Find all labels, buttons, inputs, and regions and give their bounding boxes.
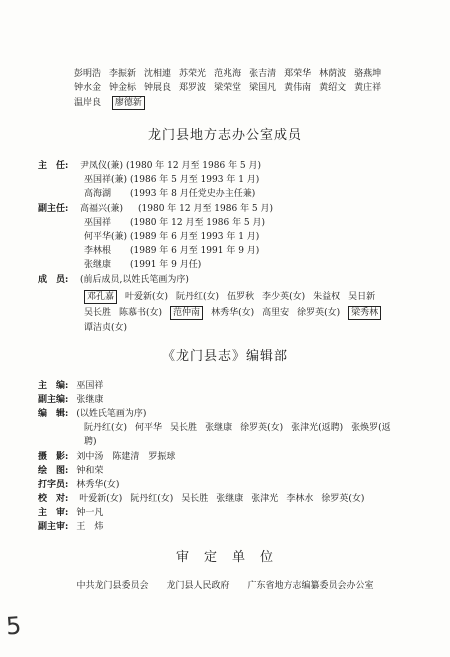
deputy-row bbox=[38, 203, 281, 215]
member-row bbox=[84, 306, 389, 320]
review-label: 主 审: bbox=[38, 508, 69, 518]
top-name: 钟展良 bbox=[144, 83, 172, 93]
top-name: 苏荣光 bbox=[179, 69, 207, 79]
member-name: 范仲南 bbox=[170, 306, 203, 320]
editor-name: 张津光(返聘) bbox=[291, 423, 344, 433]
top-name: 梁荣堂 bbox=[214, 83, 242, 93]
deputy-editor: 张继康 bbox=[76, 395, 104, 405]
chief-editor-label: 主 编: bbox=[38, 381, 69, 391]
deputy-reviewer: 王 炜 bbox=[76, 522, 104, 532]
editor-name: 聘) bbox=[84, 437, 97, 447]
proof-label: 校 对: bbox=[38, 494, 69, 504]
top-name: 温岸良 bbox=[74, 98, 102, 108]
top-name: 钟金标 bbox=[109, 83, 137, 93]
editor-name: 徐罗英(女) bbox=[240, 423, 284, 433]
typing-row bbox=[38, 479, 127, 491]
illustrator: 钟和荣 bbox=[76, 466, 104, 476]
member-name: 李少英(女) bbox=[262, 292, 306, 302]
top-names-row-3 bbox=[74, 96, 153, 110]
top-name: 黄庄祥 bbox=[354, 83, 382, 93]
director-term: (1980 年 12 月至 1986 年 5 月) bbox=[126, 161, 262, 171]
deputy-term: (1989 年 6 月至 1993 年 1 月) bbox=[130, 232, 260, 242]
editor-name: 阮丹红(女) bbox=[84, 423, 128, 433]
director-row bbox=[38, 160, 269, 172]
deputy-label: 副主任: bbox=[38, 204, 69, 214]
director-name: 巫国祥(兼) bbox=[84, 175, 128, 185]
top-name: 张吉清 bbox=[249, 69, 277, 79]
editor-name: 张继康 bbox=[205, 423, 233, 433]
top-name: 范兆海 bbox=[214, 69, 242, 79]
reviewer: 钟一凡 bbox=[76, 508, 104, 518]
member-name: 徐罗英(女) bbox=[297, 308, 341, 318]
deputy-name: 高福兴(兼) bbox=[80, 204, 124, 214]
editorial-title: 《龙门县志》编辑部 bbox=[161, 349, 288, 364]
member-name: 林秀华(女) bbox=[211, 308, 255, 318]
top-name-boxed: 廖德新 bbox=[112, 96, 145, 110]
editors-label: 编 辑: bbox=[38, 409, 69, 419]
review-row bbox=[38, 507, 111, 519]
deputy-row bbox=[84, 217, 273, 229]
office-title: 龙门县地方志办公室成员 bbox=[147, 128, 302, 143]
director-label: 主 任: bbox=[38, 161, 69, 171]
deputy-term: (1991 年 9 月任) bbox=[130, 260, 202, 270]
member-name: 吴日新 bbox=[348, 292, 376, 302]
member-name: 陈慕书(女) bbox=[119, 308, 163, 318]
chief-editor-row bbox=[38, 380, 111, 392]
member-name: 叶爱新(女) bbox=[125, 292, 169, 302]
top-name: 郑罗波 bbox=[179, 83, 207, 93]
deputy-term: (1980 年 12 月至 1986 年 5 月) bbox=[138, 204, 274, 214]
deputy-name: 张继康 bbox=[84, 260, 112, 270]
deputy-editor-label: 副主编: bbox=[38, 395, 69, 405]
director-term: (1986 年 5 月至 1993 年 1 月) bbox=[130, 175, 260, 185]
approval-units bbox=[0, 578, 450, 591]
approval-unit: 中共龙门县委员会 bbox=[76, 581, 149, 591]
member-heading bbox=[38, 274, 197, 286]
director-name: 尹凤仪(兼) bbox=[80, 161, 124, 171]
proofreader-name: 张津光 bbox=[251, 494, 279, 504]
editors-row bbox=[84, 422, 399, 434]
member-name: 吴长胜 bbox=[84, 308, 112, 318]
deputy-name: 李林根 bbox=[84, 246, 112, 256]
director-row bbox=[84, 174, 267, 186]
photo-row bbox=[38, 451, 183, 463]
member-name: 阮丹红(女) bbox=[176, 292, 220, 302]
deputy-row bbox=[84, 259, 209, 271]
member-label: 成 员: bbox=[38, 275, 69, 285]
member-name: 梁秀林 bbox=[348, 306, 381, 320]
member-name: 谭洁贞(女) bbox=[84, 323, 128, 333]
deputy-name: 巫国祥 bbox=[84, 218, 112, 228]
director-term: (1993 年 8 月任党史办主任兼) bbox=[130, 189, 256, 199]
proofreader-name: 徐罗英(女) bbox=[321, 494, 365, 504]
chief-editor: 巫国祥 bbox=[76, 381, 104, 391]
top-name: 郑荣华 bbox=[284, 69, 312, 79]
member-name: 高里安 bbox=[262, 308, 290, 318]
approval-unit: 广东省地方志编纂委员会办公室 bbox=[247, 581, 374, 591]
top-name: 黄伟南 bbox=[284, 83, 312, 93]
editors-row bbox=[84, 436, 105, 448]
approval-unit: 龙门县人民政府 bbox=[166, 581, 230, 591]
top-names-row-1 bbox=[74, 68, 389, 80]
deputy-term: (1989 年 6 月至 1991 年 9 月) bbox=[130, 246, 260, 256]
top-name: 李振新 bbox=[109, 69, 137, 79]
top-name: 梁国凡 bbox=[249, 83, 277, 93]
proofreader-name: 阮丹红(女) bbox=[130, 494, 174, 504]
editors-note: (以姓氏笔画为序) bbox=[76, 409, 147, 419]
editor-name: 何平华 bbox=[135, 423, 163, 433]
director-row bbox=[84, 188, 263, 200]
deputy-row bbox=[84, 245, 267, 257]
top-name: 彭明浩 bbox=[74, 69, 102, 79]
top-name: 林荫波 bbox=[319, 69, 347, 79]
typist: 林秀华(女) bbox=[76, 480, 120, 490]
page-number: 5 bbox=[5, 611, 23, 641]
member-row bbox=[84, 290, 383, 304]
member-name: 邓孔嘉 bbox=[84, 290, 117, 304]
proofreading-row bbox=[38, 493, 372, 505]
member-row bbox=[84, 322, 135, 334]
proofreader-name: 张继康 bbox=[216, 494, 244, 504]
drawing-row bbox=[38, 465, 111, 477]
top-name: 骆燕坤 bbox=[354, 69, 382, 79]
member-name: 朱益权 bbox=[313, 292, 341, 302]
editors-heading bbox=[38, 408, 154, 420]
photo-label: 摄 影: bbox=[38, 452, 69, 462]
photographers: 刘中汤 陈建清 罗振球 bbox=[76, 452, 176, 462]
top-name: 黄绍文 bbox=[319, 83, 347, 93]
typing-label: 打字员: bbox=[38, 480, 69, 490]
top-name: 沈相連 bbox=[144, 69, 172, 79]
proofreader-name: 吴长胜 bbox=[181, 494, 209, 504]
deputy-editor-row bbox=[38, 394, 111, 406]
member-name: 伍罗秋 bbox=[227, 292, 255, 302]
deputy-review-label: 副主审: bbox=[38, 522, 69, 532]
director-name: 高海湖 bbox=[84, 189, 112, 199]
proofreader-name: 李林水 bbox=[286, 494, 314, 504]
deputy-review-row bbox=[38, 521, 111, 533]
deputy-row bbox=[84, 231, 267, 243]
editor-name: 张焕罗(返 bbox=[351, 423, 391, 433]
deputy-term: (1980 年 12 月至 1986 年 5 月) bbox=[130, 218, 266, 228]
deputy-name: 何平华(兼) bbox=[84, 232, 128, 242]
approval-title: 审 定 单 位 bbox=[175, 550, 274, 565]
proofreader-name: 叶爱新(女) bbox=[79, 494, 123, 504]
drawing-label: 绘 图: bbox=[38, 466, 69, 476]
top-names-row-2 bbox=[74, 82, 389, 94]
member-note: (前后成员,以姓氏笔画为序) bbox=[80, 275, 189, 285]
top-name: 钟水金 bbox=[74, 83, 102, 93]
editor-name: 吴长胜 bbox=[170, 423, 198, 433]
